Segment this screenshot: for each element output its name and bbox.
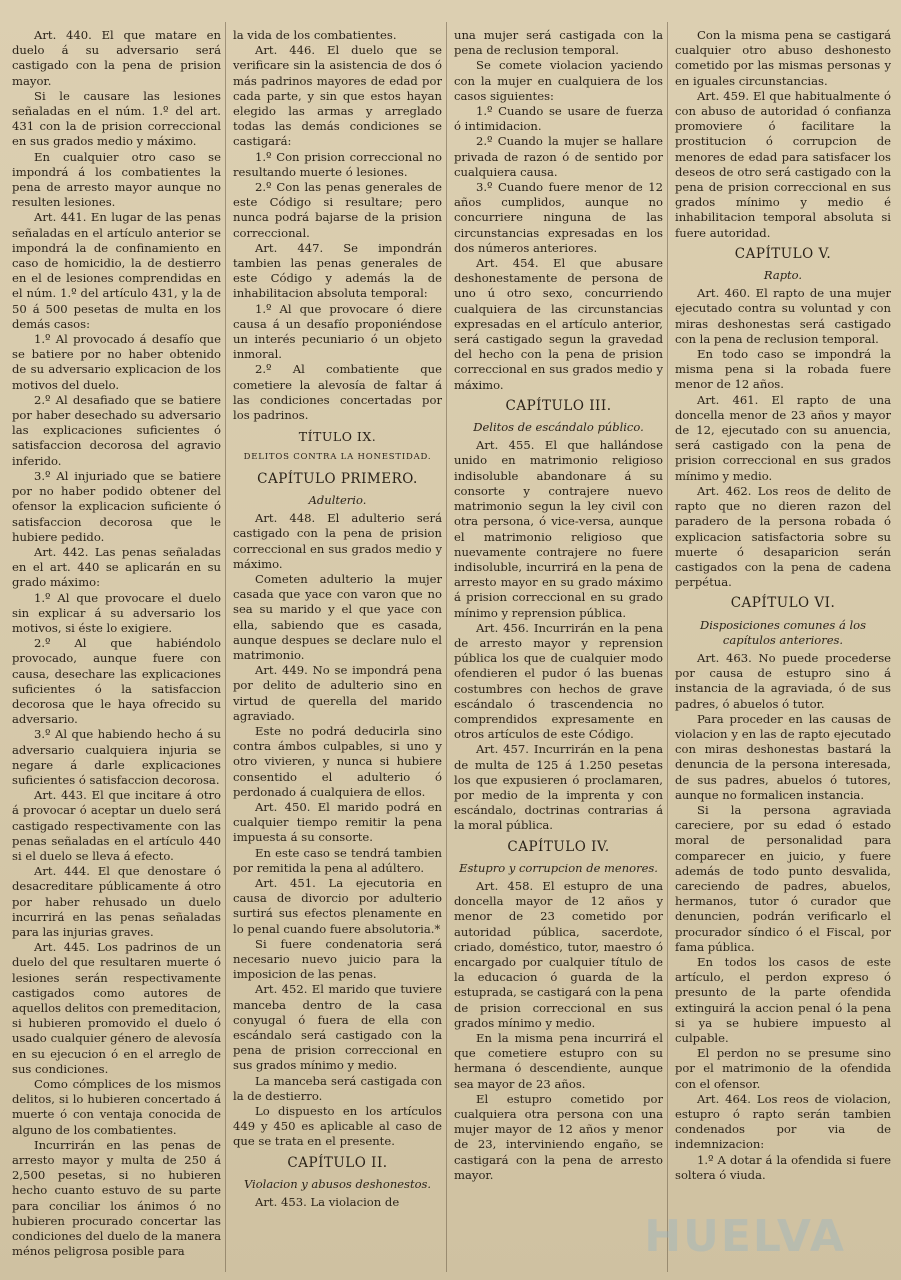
article-paragraph: Art. 446. El duelo que se verificare sin la asistencia de dos ó más padrinos mayores de edad por cada parte, y sin que estos hayan elegido las armas y arreglado todas las demás condiciones se castigará:	[233, 43, 442, 149]
article-paragraph: Art. 448. El adulterio será castigado con la pena de prision correccional en sus grados medio y máximo.	[233, 511, 442, 571]
title-heading: TÍTULO IX.	[298, 429, 377, 445]
article-paragraph: En todo caso se impondrá la misma pena si la robada fuere menor de 12 años.	[675, 347, 891, 392]
article-paragraph: 1.º Al provocado á desafío que se batiere por no haber obtenido de su adversario explicacion de los motivos del duelo.	[12, 332, 221, 392]
article-paragraph: Este no podrá deducirla sino contra ámbos culpables, si uno y otro vivieren, y nunca si hubiere consentido el adulterio ó perdonado á cualquiera de ellos.	[233, 723, 442, 799]
article-paragraph: 2.º Con las penas generales de este Código si resultare; pero nunca podrá bajarse de la prision correccional.	[233, 180, 442, 240]
section-heading: Adulterio.	[308, 492, 367, 507]
article-paragraph: Art. 458. El estupro de una doncella mayor de 12 años y menor de 23 cometido por autoridad pública, sacerdote, criado, doméstico, tutor, maestro ó encargado por cualquier título de la educacion ó guarda de la estuprada, se castigará con la pena de prision correccional en sus grados mínimo y medio.	[454, 878, 663, 1030]
article-paragraph: Art. 461. El rapto de una doncella menor de 23 años y mayor de 12, ejecutado con su anuencia, será castigado con la pena de prision correccional en sus grados mínimo y medio.	[675, 392, 891, 483]
article-paragraph: 3.º Al que habiendo hecho á su adversario cualquiera injuria se negare á darle explicaciones suficientes ó satisfaccion decorosa.	[12, 727, 221, 787]
article-paragraph: la vida de los combatientes.	[233, 28, 397, 42]
section-heading: Delitos de escándalo público.	[473, 420, 644, 435]
article-paragraph: 2.º Al desafiado que se batiere por haber desechado su adversario las explicaciones suficientes ó satisfaccion decorosa del agravio inferido.	[12, 392, 221, 468]
article-paragraph: Con la misma pena se castigará cualquier otro abuso deshonesto cometido por las mismas personas y en iguales circunstancias.	[675, 28, 891, 88]
article-paragraph: Si la persona agraviada careciere, por su edad ó estado moral de personalidad para comparecer en juicio, y fuere además de todo punto desvalida, careciendo de padres, abuelos, hermanos, tutor ó curador que denuncien, podrán verificarlo el procurador síndico ó el Fiscal, por fama pública.	[675, 802, 891, 954]
column-rule	[446, 22, 447, 1272]
article-paragraph: Art. 454. El que abusare deshonestamente de persona de uno ú otro sexo, concurriendo cualquiera de las circunstancias expresadas en el artículo anterior, será castigado segun la gravedad del hecho con la pena de prision correccional en sus grados medio y máximo.	[454, 256, 663, 392]
text-column-1	[12, 28, 221, 1273]
column-rule	[667, 22, 668, 1272]
article-paragraph: Art. 440. El que matare en duelo á su adversario será castigado con la pena de prision mayor.	[12, 28, 221, 88]
article-paragraph: Cometen adulterio la mujer casada que yace con varon que no sea su marido y el que yace con ella, sabiendo que es casada, aunque despues se declare nulo el matrimonio.	[233, 571, 442, 662]
article-paragraph: Art. 456. Incurrirán en la pena de arresto mayor y reprension pública los que de cualquier modo ofendieren el pudor ó las buenas costumbres con hechos de grave escándalo ó trascendencia no comprendidos expresamente en otros artículos de este Código.	[454, 620, 663, 742]
article-paragraph: La manceba será castigada con la de destierro.	[233, 1073, 442, 1103]
article-paragraph: Art. 445. Los padrinos de un duelo del que resultaren muerte ó lesiones serán respectivamente castigados como autores de aquellos delitos con premeditacion, si hubieren promovido el duelo ó usado cualquier género de alevosía en su ejecucion ó en el arreglo de sus condiciones.	[12, 940, 221, 1076]
article-paragraph: Art. 451. La ejecutoria en causa de divorcio por adulterio surtirá sus efectos plenamente en lo penal cuando fuere absolutoria.*	[233, 875, 442, 936]
section-heading: Rapto.	[763, 268, 803, 283]
article-paragraph: 1.º Al que provocare el duelo sin explicar á su adversario los motivos, si éste lo exigiere.	[12, 590, 221, 635]
article-paragraph: 2.º Al combatiente que cometiere la alevosía de faltar á las condiciones concertadas por los padrinos.	[233, 362, 442, 423]
article-paragraph: 3.º Al injuriado que se batiere por no haber podido obtener del ofensor la explicacion suficiente ó satisfaccion decorosa que le hubiere pedido.	[12, 468, 221, 544]
section-heading: Disposiciones comunes á los capítulos anteriores.	[700, 617, 866, 647]
article-paragraph: Art. 459. El que habitualmente ó con abuso de autoridad ó confianza promoviere ó facilitare la prostitucion ó corrupcion de menores de edad para satisfacer los deseos de otro será castigado con la pena de prision correccional en sus grados mínimo y medio é inhabilitacion temporal absoluta si fuere autoridad.	[675, 88, 891, 240]
article-paragraph: Art. 443. El que incitare á otro á provocar ó aceptar un duelo será castigado respectivamente con las penas señaladas en el artículo 440 si el duelo se lleva á efecto.	[12, 788, 221, 863]
chapter-heading: CAPÍTULO III.	[505, 397, 612, 414]
chapter-heading: CAPÍTULO II.	[287, 1154, 388, 1171]
article-paragraph: Art. 447. Se impondrán tambien las penas generales de este Código y además la de inhabilitacion absoluta temporal:	[233, 240, 442, 301]
article-paragraph: una mujer será castigada con la pena de reclusion temporal.	[454, 28, 663, 58]
article-paragraph: Art. 444. El que denostare ó desacreditare públicamente á otro por haber rehusado un duelo incurrirá en las penas señaladas para las injurias graves.	[12, 864, 221, 939]
article-paragraph: 1.º Cuando se usare de fuerza ó intimidacion.	[454, 104, 663, 134]
chapter-heading: CAPÍTULO V.	[734, 245, 832, 262]
article-paragraph: Se comete violacion yaciendo con la mujer en cualquiera de los casos siguientes:	[454, 58, 663, 103]
section-heading: Violacion y abusos deshonestos.	[243, 1176, 432, 1191]
article-paragraph: En este caso se tendrá tambien por remitida la pena al adúltero.	[233, 845, 442, 875]
article-paragraph: El perdon no se presume sino por el matrimonio de la ofendida con el ofensor.	[675, 1046, 891, 1091]
article-paragraph: Art. 449. No se impondrá pena por delito de adulterio sino en virtud de querella del marido agraviado.	[233, 663, 442, 723]
article-paragraph: 1.º Con prision correccional no resultando muerte ó lesiones.	[233, 149, 442, 179]
article-paragraph: Art. 463. No puede procederse por causa de estupro sino á instancia de la agraviada, ó de sus padres, ó abuelos ó tutor.	[675, 650, 891, 711]
article-paragraph: Art. 455. El que hallándose unido en matrimonio religioso indisoluble abandonare á su consorte y contrajere nuevo matrimonio segun la ley civil con otra persona, ó vice-versa, aunque el matrimonio religioso que nuevamente contrajere no fuere indisoluble, incurrirá en la pena de arresto mayor en su grado máximo á prision correccional en su grado mínimo y reprension pública.	[454, 438, 663, 620]
article-paragraph: Art. 460. El rapto de una mujer ejecutado contra su voluntad y con miras deshonestas será castigado con la pena de reclusion temporal.	[675, 286, 891, 346]
article-paragraph: Art. 453. La violacion de	[255, 1195, 400, 1210]
article-paragraph: Art. 462. Los reos de delito de rapto que no dieren razon del paradero de la persona robada ó explicacion satisfactoria sobre su muerte ó desaparicion serán castigados con la pena de cadena perpétua.	[675, 483, 891, 590]
article-paragraph: 1.º Al que provocare ó diere causa á un desafío proponiéndose un interés pecuniario ó un objeto inmoral.	[233, 301, 442, 362]
article-paragraph: Si le causare las lesiones señaladas en el núm. 1.º del art. 431 con la de prision correccional en sus grados medio y máximo.	[12, 88, 221, 149]
article-paragraph: Para proceder en las causas de violacion y en las de rapto ejecutado con miras deshonestas bastará la denuncia de la persona interesada, de sus padres, abuelos ó tutores, aunque no formalicen instancia.	[675, 711, 891, 802]
article-paragraph: Art. 441. En lugar de las penas señaladas en el artículo anterior se impondrá la de confinamiento en caso de homicidio, la de destierro en el de lesiones comprendidas en el núm. 1.º del artículo 431, y la de 50 á 500 pesetas de multa en los demás casos:	[12, 210, 221, 331]
text-column-3	[454, 28, 663, 1273]
article-paragraph: Si fuere condenatoria será necesario nuevo juicio para la imposicion de las penas.	[233, 936, 442, 982]
text-column-4	[675, 28, 891, 1273]
chapter-heading: CAPÍTULO IV.	[507, 838, 610, 855]
article-paragraph: Incurrirán en las penas de arresto mayor y multa de 250 á 2,500 pesetas, si no hubieren hecho cuanto estuvo de su parte para conciliar los ánimos ó no hubieren procurado concertar las condiciones del duelo de la manera ménos peligrosa posible para	[12, 1137, 221, 1259]
article-paragraph: Art. 457. Incurrirán en la pena de multa de 125 á 1.250 pesetas los que expusieren ó proclamaren, por medio de la imprenta y con escándalo, doctrinas contrarias á la moral pública.	[454, 742, 663, 833]
article-paragraph: 1.º A dotar á la ofendida si fuere soltera ó viuda.	[675, 1152, 891, 1182]
section-heading: Estupro y corrupcion de menores.	[459, 860, 658, 875]
article-paragraph: En cualquier otro caso se impondrá á los combatientes la pena de arresto mayor aunque no resulten lesiones.	[12, 149, 221, 210]
text-column-2	[233, 28, 442, 1273]
article-paragraph: En la misma pena incurrirá el que cometiere estupro con su hermana ó descendiente, aunque sea mayor de 23 años.	[454, 1031, 663, 1091]
chapter-heading: CAPÍTULO VI.	[730, 595, 836, 612]
article-paragraph: Como cómplices de los mismos delitos, si lo hubieren concertado á muerte ó con ventaja conocida de alguno de los combatientes.	[12, 1077, 221, 1137]
article-paragraph: 2.º Cuando la mujer se hallare privada de razon ó de sentido por cualquiera causa.	[454, 134, 663, 179]
article-paragraph: Art. 442. Las penas señaladas en el art. 440 se aplicarán en su grado máximo:	[12, 544, 221, 590]
article-paragraph: Lo dispuesto en los artículos 449 y 450 es aplicable al caso de que se trata en el presente.	[233, 1104, 442, 1149]
article-paragraph: 2.º Al que habiéndolo provocado, aunque fuere con causa, desechare las explicaciones suficientes ó la satisfaccion decorosa que le haya ofrecido su adversario.	[12, 636, 221, 727]
archive-watermark: HUELVA	[644, 1211, 846, 1262]
article-paragraph: 3.º Cuando fuere menor de 12 años cumplidos, aunque no concurriere ninguna de las circunstancias expresadas en los dos números anteriores.	[454, 180, 663, 255]
column-rule	[225, 22, 226, 1272]
article-paragraph: En todos los casos de este artículo, el perdon expreso ó presunto de la parte ofendida extinguirá la accion penal ó la pena si ya se hubiere impuesto al culpable.	[675, 954, 891, 1045]
article-paragraph: Art. 452. El marido que tuviere manceba dentro de la casa conyugal ó fuera de ella con escándalo será castigado con la pena de prision correccional en sus grados mínimo y medio.	[233, 982, 442, 1073]
article-paragraph: Art. 450. El marido podrá en cualquier tiempo remitir la pena impuesta á su consorte.	[233, 799, 442, 845]
article-paragraph: El estupro cometido por cualquiera otra persona con una mujer mayor de 12 años y menor de 23, interviniendo engaño, se castigará con la pena de arresto mayor.	[454, 1091, 663, 1182]
article-paragraph: Art. 464. Los reos de violacion, estupro ó rapto serán tambien condenados por via de indemnizacion:	[675, 1091, 891, 1152]
title-subheading: DELITOS CONTRA LA HONESTIDAD.	[243, 452, 432, 463]
chapter-heading: CAPÍTULO PRIMERO.	[257, 470, 418, 487]
